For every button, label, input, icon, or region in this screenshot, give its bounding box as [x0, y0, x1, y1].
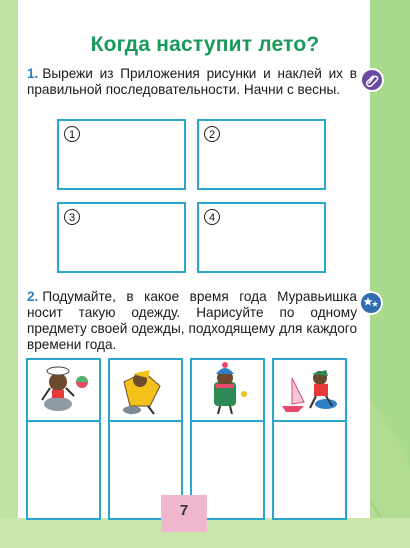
paperclip-icon [360, 68, 384, 92]
ant-boat-icon [274, 360, 345, 422]
ant-summer-ball-icon [28, 360, 99, 422]
sequence-frame-4[interactable] [197, 202, 326, 273]
page-number: 7 [161, 495, 207, 532]
season-column-1 [26, 358, 101, 520]
stars-icon [359, 291, 383, 315]
frame-number-1: 1 [64, 126, 80, 142]
season-column-4 [272, 358, 347, 520]
frame-number-3: 3 [64, 209, 80, 225]
sequence-frame-3[interactable] [57, 202, 186, 273]
ant-winter-icon [192, 360, 263, 422]
task-1-number: 1. [27, 66, 39, 81]
frame-number-2: 2 [204, 126, 220, 142]
task-1-instruction: Вырежи из Приложения рисунки и наклей их в правильной последовательности. Начни с весны. [27, 66, 357, 97]
drawing-area-4[interactable] [274, 422, 345, 518]
task-2-number: 2. [27, 289, 39, 304]
drawing-area-1[interactable] [28, 422, 99, 518]
task-2-instruction: Подумайте, в какое время года Муравьишка носит такую одежду. Нарисуйте по одному предмету своей одежды, подходящему для каждого времени года. [27, 289, 357, 352]
task-1-text [27, 66, 357, 98]
task-2-text [27, 289, 357, 353]
page-title: Когда наступит лето? [90, 33, 320, 56]
sequence-frame-2[interactable] [197, 119, 326, 190]
sequence-frame-1[interactable] [57, 119, 186, 190]
frame-number-4: 4 [204, 209, 220, 225]
ant-raincoat-icon [110, 360, 181, 422]
